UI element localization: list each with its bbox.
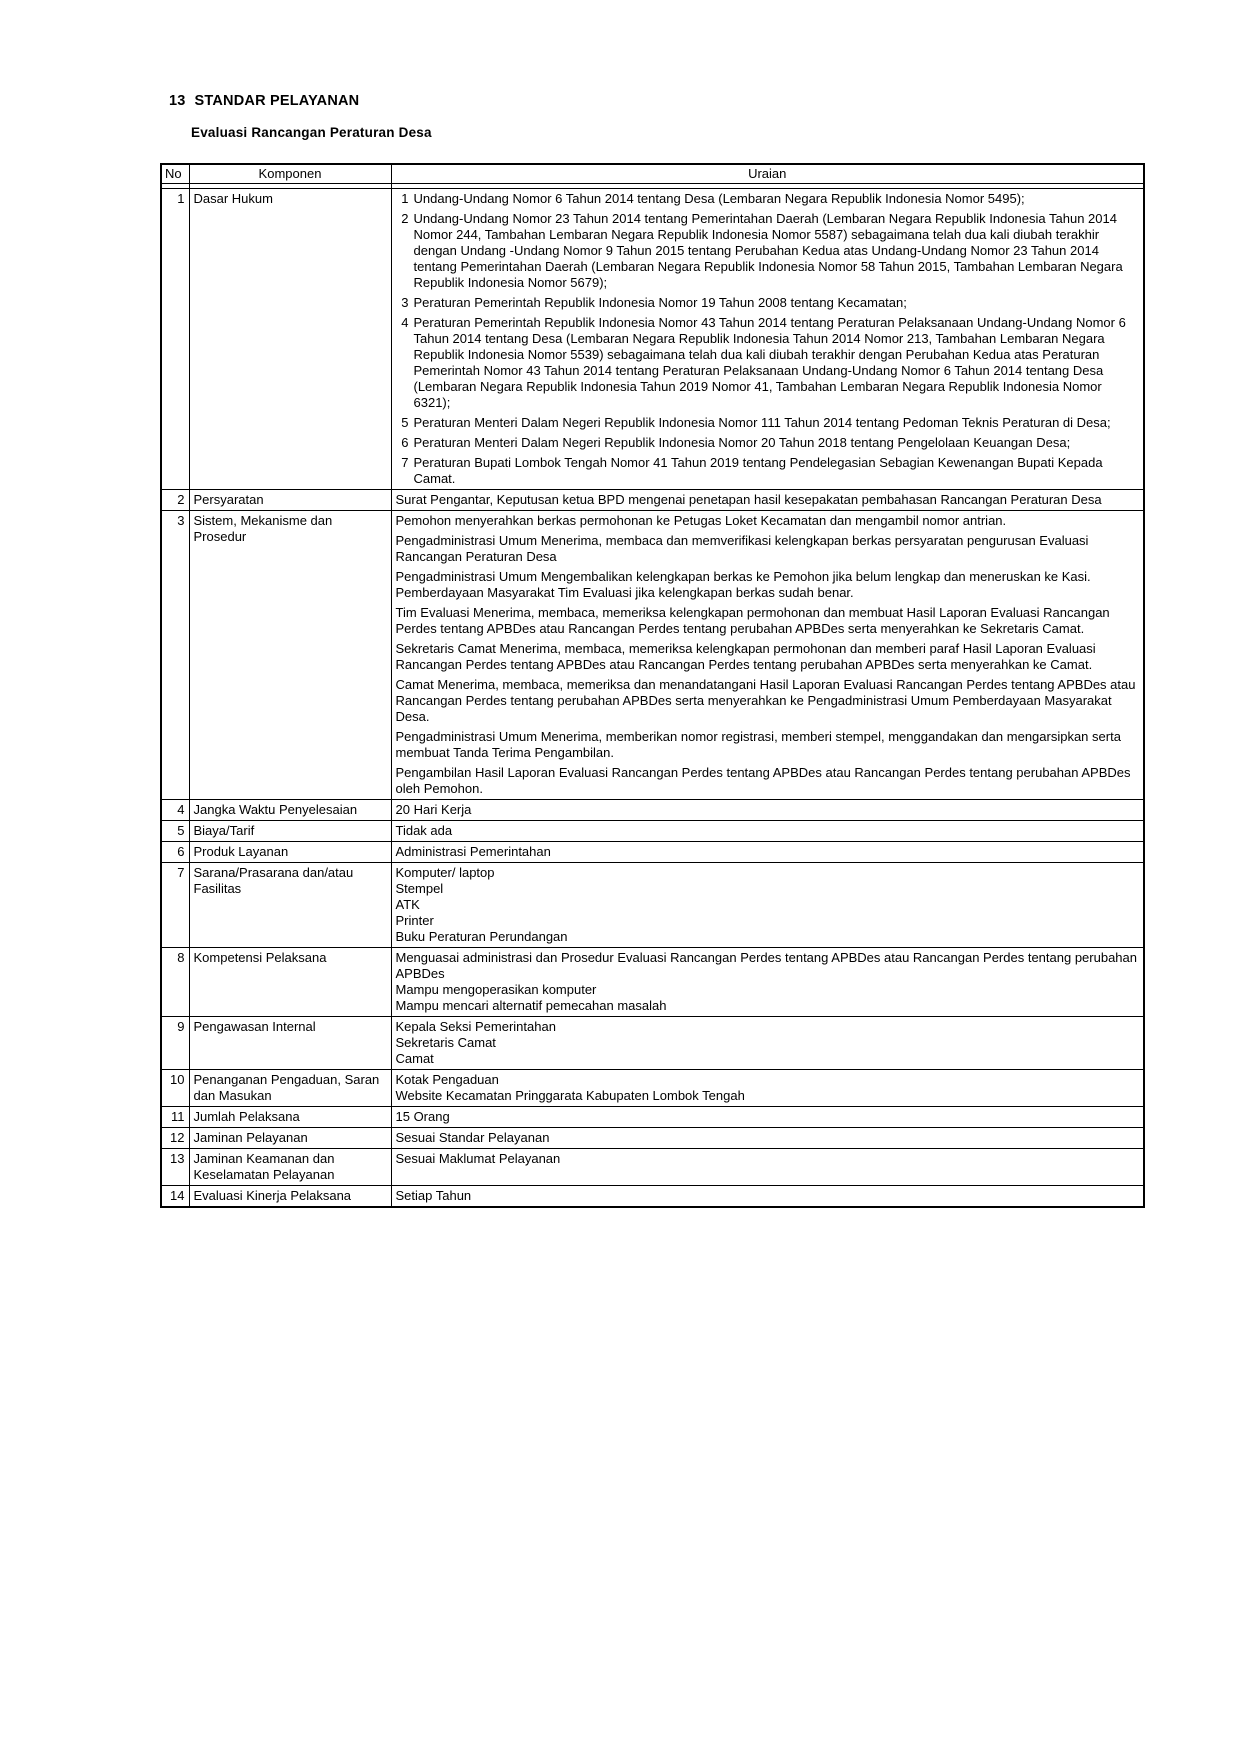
item-text: Undang-Undang Nomor 6 Tahun 2014 tentang Desa (Lembaran Negara Republik Indonesia Nomor 5495); (413, 191, 1025, 206)
uraian-text: 15 Orang (395, 1109, 450, 1124)
cell-no: 7 (161, 863, 189, 948)
legal-basis-item (396, 191, 1139, 207)
cell-komponen: Pengawasan Internal (189, 1017, 391, 1070)
cell-no: 5 (161, 821, 189, 842)
uraian-text: Komputer/ laptop (395, 865, 495, 880)
uraian-text: Printer (395, 913, 434, 928)
item-text: Undang-Undang Nomor 23 Tahun 2014 tentang Pemerintahan Daerah (Lembaran Negara Republik Indonesia Tahun 2014 Nomor 244, Tambahan Lembaran Negara Republik Indonesia Nomor 5587) sebagaimana telah dua kali diubah terakhir dengan Undang -Undang Nomor 9 Tahun 2015 tentang Perubahan Kedua atas Undang-Undang Nomor 23 Tahun 2014 tentang Pemerintahan Daerah (Lembaran Negara Republik Indonesia Nomor 58 Tahun 2015, Tambahan Lembaran Negara Republik Indonesia Nomor 5679); (413, 211, 1123, 290)
cell-no: 10 (161, 1070, 189, 1107)
uraian-text: Setiap Tahun (395, 1188, 472, 1203)
uraian-text: Administrasi Pemerintahan (395, 844, 551, 859)
legal-basis-item (396, 295, 1139, 311)
item-text: Peraturan Bupati Lombok Tengah Nomor 41 Tahun 2019 tentang Pendelegasian Sebagian Kewenangan Bupati Kepada Camat. (413, 455, 1103, 486)
uraian-text: Pengadministrasi Umum Mengembalikan kelengkapan berkas ke Pemohon jika belum lengkap dan meneruskan ke Kasi. Pemberdayaan Masyarakat Tim Evaluasi jika kelengkapan berkas sudah benar. (395, 569, 1091, 600)
legal-basis-item (396, 435, 1139, 451)
cell-uraian (391, 1186, 1144, 1208)
item-number: 1 (401, 191, 409, 206)
uraian-text: Mampu mengoperasikan komputer (395, 982, 597, 997)
uraian-text: Kepala Seksi Pemerintahan (395, 1019, 556, 1034)
table-row (161, 821, 1144, 842)
cell-komponen: Jumlah Pelaksana (189, 1107, 391, 1128)
cell-uraian (391, 1017, 1144, 1070)
table-row (161, 490, 1144, 511)
table-row (161, 1017, 1144, 1070)
cell-no: 6 (161, 842, 189, 863)
uraian-text: Pengambilan Hasil Laporan Evaluasi Rancangan Perdes tentang APBDes atau Rancangan Perdes tentang perubahan APBDes oleh Pemohon. (395, 765, 1131, 796)
table-row (161, 800, 1144, 821)
uraian-text: Tim Evaluasi Menerima, membaca, memeriksa kelengkapan permohonan dan membuat Hasil Laporan Evaluasi Rancangan Perdes tentang APBDes atau Rancangan Perdes tentang perubahan APBDes serta menyerahkan ke Sekretaris Camat. (395, 605, 1110, 636)
uraian-text: Pengadministrasi Umum Menerima, memberikan nomor registrasi, memberi stempel, menggandakan dan mengarsipkan serta membuat Tanda Terima Pengambilan. (395, 729, 1121, 760)
cell-no: 4 (161, 800, 189, 821)
service-standard-table (160, 163, 1145, 1208)
cell-no: 2 (161, 490, 189, 511)
table-row (161, 948, 1144, 1017)
column-header-uraian: Uraian (391, 164, 1144, 184)
cell-komponen: Sistem, Mekanisme dan Prosedur (189, 511, 391, 800)
uraian-text: Mampu mencari alternatif pemecahan masalah (395, 998, 667, 1013)
table-header-row (161, 164, 1144, 184)
cell-uraian (391, 863, 1144, 948)
legal-basis-item (396, 211, 1139, 291)
uraian-text: Sesuai Standar Pelayanan (395, 1130, 550, 1145)
cell-uraian (391, 1149, 1144, 1186)
table-row (161, 189, 1144, 490)
cell-komponen: Produk Layanan (189, 842, 391, 863)
table-row (161, 1128, 1144, 1149)
item-number: 4 (401, 315, 409, 330)
cell-uraian (391, 948, 1144, 1017)
legal-basis-item (396, 315, 1139, 411)
cell-komponen: Penanganan Pengaduan, Saran dan Masukan (189, 1070, 391, 1107)
item-text: Peraturan Pemerintah Republik Indonesia Nomor 43 Tahun 2014 tentang Peraturan Pelaksanaan Undang-Undang Nomor 6 Tahun 2014 tentang Desa (Lembaran Negara Republik Indonesia Tahun 2014 Nomor 213, Tambahan Lembaran Negara Republik Indonesia Nomor 5539) sebagaimana telah dua kali diubah terakhir dengan Perubahan Kedua atas Peraturan Pemerintah Nomor 43 Tahun 2014 tentang Peraturan Pelaksanaan Undang-Undang Nomor 6 Tahun 2014 tentang Desa (Lembaran Negara Republik Indonesia Tahun 2019 Nomor 41, Tambahan Lembaran Negara Republik Indonesia Nomor 6321); (413, 315, 1126, 410)
cell-no: 3 (161, 511, 189, 800)
cell-uraian (391, 1107, 1144, 1128)
uraian-text: Sekretaris Camat Menerima, membaca, memeriksa kelengkapan permohonan dan memberi paraf Hasil Laporan Evaluasi Rancangan Perdes tentang APBDes atau Rancangan Perdes tentang perubahan APBDes serta menyerahkan ke Camat. (395, 641, 1096, 672)
table-row (161, 863, 1144, 948)
table-row (161, 511, 1144, 800)
legal-basis-item (396, 415, 1139, 431)
cell-no: 8 (161, 948, 189, 1017)
uraian-text: Sesuai Maklumat Pelayanan (395, 1151, 561, 1166)
uraian-text: Tidak ada (395, 823, 453, 838)
cell-no: 11 (161, 1107, 189, 1128)
uraian-text: Surat Pengantar, Keputusan ketua BPD mengenai penetapan hasil kesepakatan pembahasan Rancangan Peraturan Desa (395, 492, 1102, 507)
uraian-text: Camat Menerima, membaca, memeriksa dan menandatangani Hasil Laporan Evaluasi Rancangan Perdes tentang APBDes atau Rancangan Perdes tentang perubahan APBDes serta menyerahkan ke Pengadministrasi Umum Pemberdayaan Masyarakat Desa. (395, 677, 1136, 724)
legal-basis-item (396, 455, 1139, 487)
cell-uraian (391, 189, 1144, 490)
cell-komponen: Kompetensi Pelaksana (189, 948, 391, 1017)
uraian-text: ATK (395, 897, 420, 912)
cell-uraian (391, 490, 1144, 511)
table-row (161, 1070, 1144, 1107)
table-row (161, 1186, 1144, 1208)
cell-uraian (391, 1128, 1144, 1149)
item-text: Peraturan Pemerintah Republik Indonesia Nomor 19 Tahun 2008 tentang Kecamatan; (413, 295, 907, 310)
cell-no: 14 (161, 1186, 189, 1208)
cell-uraian (391, 842, 1144, 863)
uraian-text: Buku Peraturan Perundangan (395, 929, 568, 944)
column-header-komponen: Komponen (189, 164, 391, 184)
cell-no: 13 (161, 1149, 189, 1186)
table-row (161, 1107, 1144, 1128)
cell-komponen: Evaluasi Kinerja Pelaksana (189, 1186, 391, 1208)
cell-uraian (391, 821, 1144, 842)
item-text: Peraturan Menteri Dalam Negeri Republik Indonesia Nomor 20 Tahun 2018 tentang Pengelolaan Keuangan Desa; (413, 435, 1071, 450)
cell-no: 9 (161, 1017, 189, 1070)
cell-komponen: Jaminan Keamanan dan Keselamatan Pelayanan (189, 1149, 391, 1186)
section-heading (169, 93, 359, 109)
uraian-text: Kotak Pengaduan (395, 1072, 499, 1087)
cell-uraian (391, 511, 1144, 800)
cell-no: 12 (161, 1128, 189, 1149)
uraian-text: Camat (395, 1051, 434, 1066)
table-row (161, 1149, 1144, 1186)
item-number: 3 (401, 295, 409, 310)
uraian-text: 20 Hari Kerja (395, 802, 472, 817)
item-number: 2 (401, 211, 409, 226)
cell-komponen: Persyaratan (189, 490, 391, 511)
cell-uraian (391, 800, 1144, 821)
uraian-text: Menguasai administrasi dan Prosedur Evaluasi Rancangan Perdes tentang APBDes atau Rancangan Perdes tentang perubahan APBDes (395, 950, 1137, 981)
column-header-no: No (161, 164, 189, 184)
cell-uraian (391, 1070, 1144, 1107)
table-row (161, 842, 1144, 863)
item-number: 5 (401, 415, 409, 430)
item-number: 7 (401, 455, 409, 470)
uraian-text: Pengadministrasi Umum Menerima, membaca dan memverifikasi kelengkapan berkas persyaratan pengurusan Evaluasi Rancangan Peraturan Desa (395, 533, 1089, 564)
cell-no: 1 (161, 189, 189, 490)
cell-komponen: Dasar Hukum (189, 189, 391, 490)
section-title: STANDAR PELAYANAN (194, 93, 360, 109)
uraian-text: Sekretaris Camat (395, 1035, 496, 1050)
uraian-text: Pemohon menyerahkan berkas permohonan ke Petugas Loket Kecamatan dan mengambil nomor antrian. (395, 513, 1007, 528)
cell-komponen: Jaminan Pelayanan (189, 1128, 391, 1149)
cell-komponen: Jangka Waktu Penyelesaian (189, 800, 391, 821)
uraian-text: Stempel (395, 881, 444, 896)
section-number: 13 (169, 93, 186, 109)
uraian-text: Website Kecamatan Pringgarata Kabupaten Lombok Tengah (395, 1088, 745, 1103)
item-text: Peraturan Menteri Dalam Negeri Republik Indonesia Nomor 111 Tahun 2014 tentang Pedoman Teknis Peraturan di Desa; (413, 415, 1111, 430)
item-number: 6 (401, 435, 409, 450)
cell-komponen: Biaya/Tarif (189, 821, 391, 842)
service-subtitle: Evaluasi Rancangan Peraturan Desa (191, 125, 432, 140)
cell-komponen: Sarana/Prasarana dan/atau Fasilitas (189, 863, 391, 948)
